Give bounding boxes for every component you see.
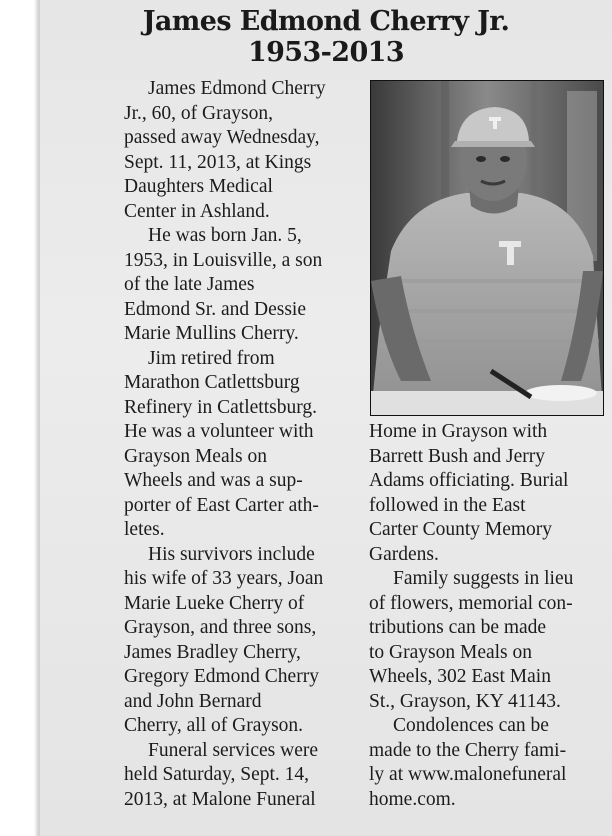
text-line: Edmond Sr. and Dessie — [124, 298, 306, 320]
text-line: James Bradley Cherry, — [124, 641, 301, 663]
text-line: His survivors include — [148, 543, 315, 565]
text-line: ly at www.malonefuneral — [369, 764, 567, 785]
text-line: Gardens. — [369, 543, 439, 565]
text-line: to Grayson Meals on — [369, 641, 533, 663]
text-line: Center in Ashland. — [124, 200, 270, 222]
text-line: made to the Cherry fami- — [369, 739, 567, 761]
portrait-photo-icon — [371, 81, 603, 415]
text-line: Grayson, and three sons, — [124, 617, 317, 638]
text-line: Jim retired from — [148, 347, 275, 369]
text-line: letes. — [124, 519, 165, 540]
text-line: Refinery in Catlettsburg. — [124, 396, 317, 418]
text-line: porter of East Carter ath- — [124, 494, 319, 516]
text-line: Home in Grayson with — [369, 421, 548, 442]
text-line: of the late James — [124, 274, 255, 295]
text-line: Marie Lueke Cherry of — [124, 592, 305, 614]
text-line: Funeral services were — [148, 739, 319, 761]
text-line: Gregory Edmond Cherry — [124, 666, 319, 687]
obituary-years-heading: 1953-2013 — [247, 37, 405, 68]
obituary-name-heading: James Edmond Cherry Jr. — [142, 6, 510, 37]
text-line: Barrett Bush and Jerry — [369, 445, 545, 467]
portrait-photo — [370, 80, 604, 416]
text-line: Wheels, 302 East Main — [369, 666, 551, 687]
text-line: passed away Wednesday, — [124, 127, 320, 148]
text-line: Jr., 60, of Grayson, — [124, 102, 273, 124]
text-line: tributions can be made — [369, 617, 547, 638]
text-line: Marathon Catlettsburg — [124, 372, 300, 393]
text-line: Family suggests in lieu — [393, 568, 574, 589]
text-line: St., Grayson, KY 41143. — [369, 690, 561, 712]
text-line: followed in the East — [369, 494, 526, 516]
text-line: Sept. 11, 2013, at Kings — [124, 151, 312, 173]
text-line: He was a volunteer with — [124, 421, 314, 442]
text-line: Carter County Memory — [369, 519, 553, 540]
obituary-text-right-column — [369, 420, 573, 812]
text-line: Grayson Meals on — [124, 445, 267, 467]
text-line: Wheels and was a sup- — [124, 470, 303, 491]
text-line: of flowers, memorial con- — [369, 592, 573, 614]
text-line: Cherry, all of Grayson. — [124, 715, 304, 736]
text-line: held Saturday, Sept. 14, — [124, 764, 310, 785]
text-line: and John Bernard — [124, 690, 262, 712]
text-line: home.com. — [369, 788, 456, 810]
text-line: He was born Jan. 5, — [148, 225, 302, 246]
text-line: 2013, at Malone Funeral — [124, 788, 316, 810]
text-line: Condolences can be — [393, 715, 549, 736]
obituary-text-left-column — [124, 77, 326, 812]
text-line: 1953, in Louisville, a son — [124, 249, 323, 271]
text-line: Adams officiating. Burial — [369, 470, 569, 491]
text-line: Daughters Medical — [124, 176, 273, 197]
text-line: his wife of 33 years, Joan — [124, 568, 324, 589]
text-line: James Edmond Cherry — [148, 78, 326, 99]
text-line: Marie Mullins Cherry. — [124, 323, 299, 344]
